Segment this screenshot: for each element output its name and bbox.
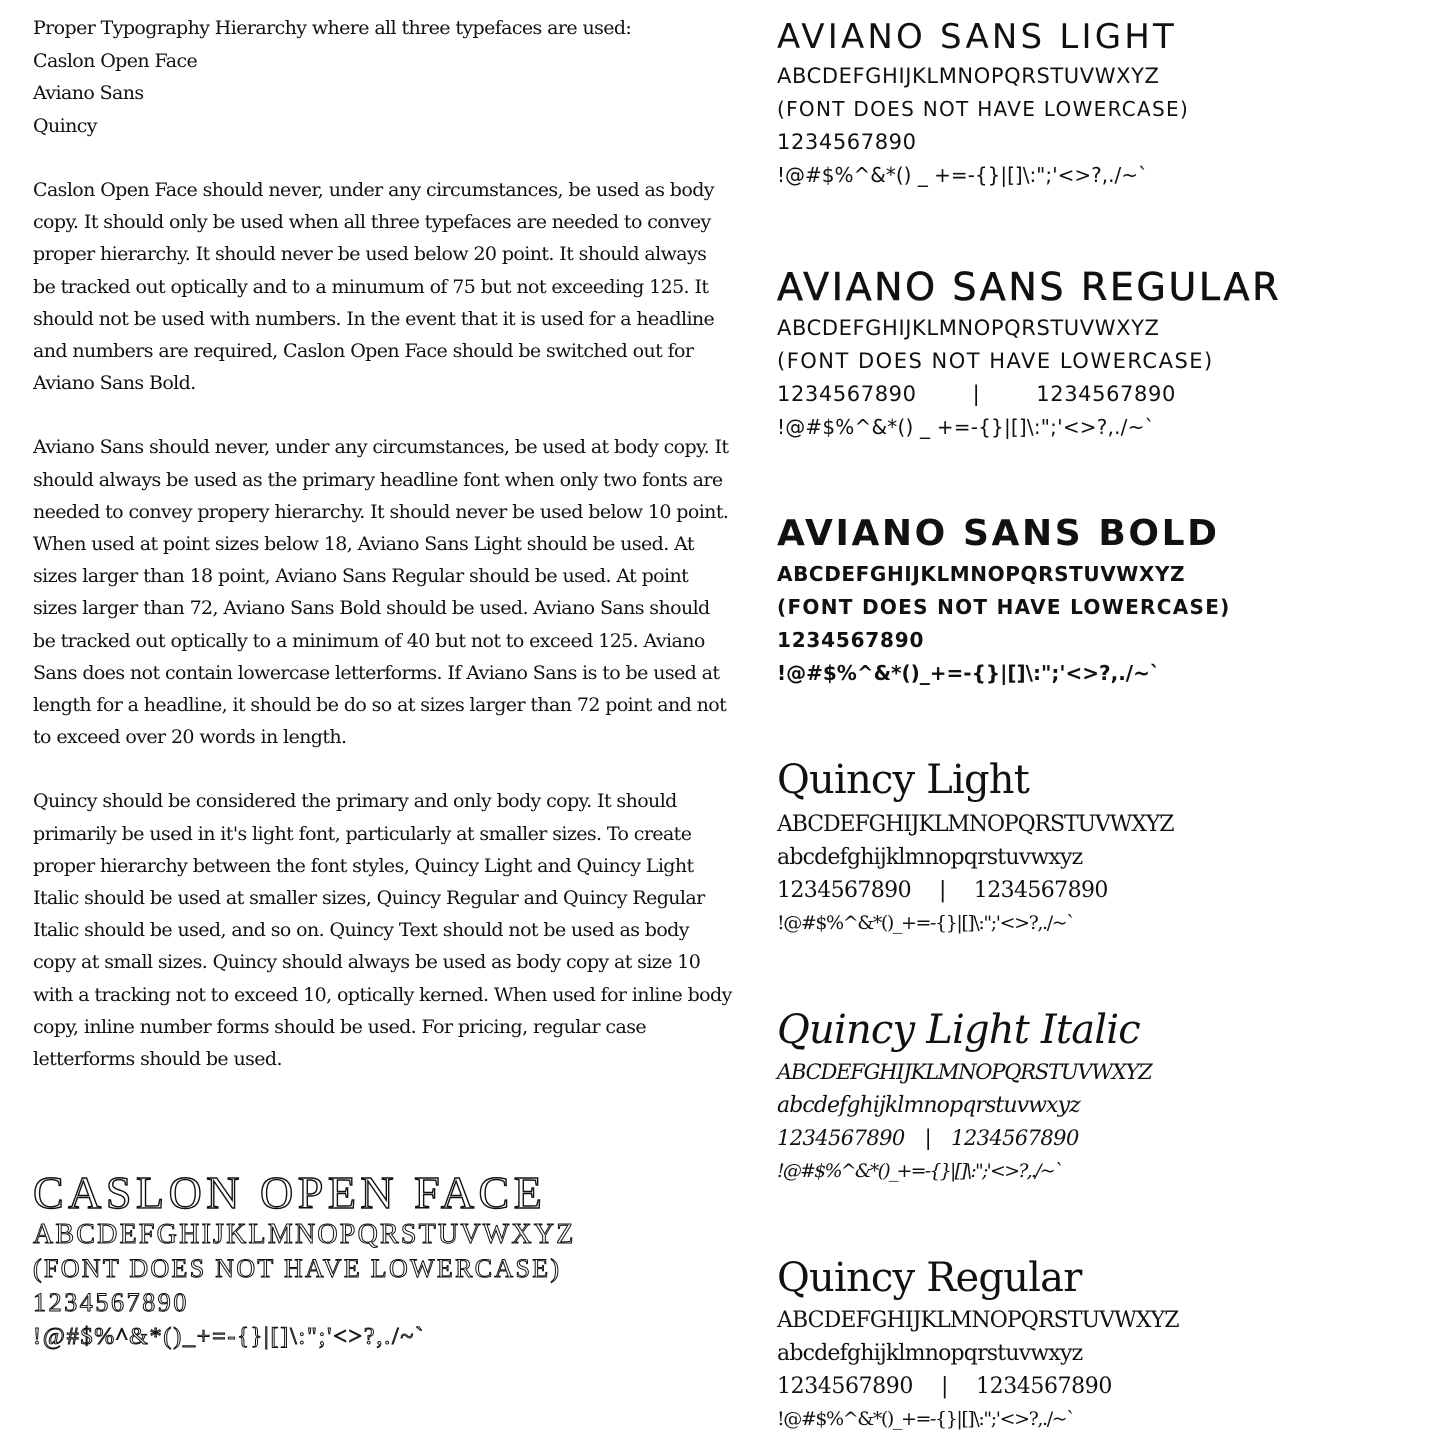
quincy-light-italic-symbols: !@#$%^&*()_+=-{}|[]\:";'<>?,./~` <box>777 1160 1062 1182</box>
quincy-guideline-paragraph: Quincy should be considered the primary and only body copy. It should primarily be used in it's light font, particularly at smaller sizes. To create proper hierarchy between the font styles, Quincy Light and Quincy Light Italic should be used at smaller sizes, Quincy Regular and Quincy Regular Italic should be used, and so on. Quincy Text should not be used as body copy at small sizes. Quincy should always be used as body copy at size 10 with a tracking not to exceed 10, optically kerned. When used for inline body copy, inline number forms should be used. For pricing, regular case letterforms should be used. <box>33 790 732 1071</box>
aviano-light-symbols: !@#$%^&*() _ +=-{}|[]\:";'<>?,./~` <box>777 163 1148 187</box>
aviano-regular-uppercase: ABCDEFGHIJKLMNOPQRSTUVWXYZ <box>777 316 1160 340</box>
aviano-regular-title: AVIANO SANS REGULAR <box>777 265 1282 309</box>
caslon-specimen <box>33 1168 733 1354</box>
quincy-light-title: Quincy Light <box>777 757 1030 803</box>
aviano-regular-numbers: 1234567890 <box>777 382 917 406</box>
aviano-regular-note: (FONT DOES NOT HAVE LOWERCASE) <box>777 349 1214 373</box>
quincy-regular-title: Quincy Regular <box>777 1255 1082 1301</box>
quincy-light-numbers-row <box>777 874 1447 907</box>
quincy-regular-symbols: !@#$%^&*()_+=-{}|[]\:";'<>?,./~` <box>777 1408 1075 1430</box>
quincy-light-lowercase: abcdefghijklmnopqrstuvwxyz <box>777 845 1083 870</box>
quincy-regular-uppercase: ABCDEFGHIJKLMNOPQRSTUVWXYZ <box>777 1308 1179 1333</box>
aviano-bold-numbers: 1234567890 <box>777 628 925 652</box>
quincy-regular-numbers: 1234567890 <box>777 1374 913 1399</box>
quincy-light-italic-lowercase: abcdefghijklmnopqrstuvwxyz <box>777 1093 1080 1118</box>
quincy-light-italic-title: Quincy Light Italic <box>777 1007 1140 1053</box>
aviano-bold-symbols: !@#$%^&*()_+=-{}|[]\:";'<>?,./~` <box>777 661 1160 685</box>
intro-font-quincy: Quincy <box>33 114 97 137</box>
quincy-light-italic-numbers: 1234567890 <box>777 1126 905 1150</box>
aviano-light-numbers: 1234567890 <box>777 130 917 154</box>
intro-font-aviano: Aviano Sans <box>33 82 144 104</box>
quincy-light-separator: | <box>938 878 946 903</box>
aviano-regular-specimen <box>777 265 1447 444</box>
aviano-regular-numbers-alt: 1234567890 <box>1036 382 1176 406</box>
caslon-uppercase: ABCDEFGHIJKLMNOPQRSTUVWXYZ <box>33 1219 576 1250</box>
aviano-light-specimen <box>777 17 1447 192</box>
aviano-light-note: (FONT DOES NOT HAVE LOWERCASE) <box>777 97 1190 121</box>
caslon-numbers: 1234567890 <box>33 1288 189 1317</box>
quincy-light-numbers-alt: 1234567890 <box>973 878 1108 903</box>
caslon-symbols: !@#$%^&*()_+=-{}|[]\:";'<>?,./~` <box>33 1324 425 1350</box>
aviano-regular-separator: | <box>972 382 981 406</box>
quincy-light-uppercase: ABCDEFGHIJKLMNOPQRSTUVWXYZ <box>777 812 1174 837</box>
quincy-light-italic-numbers-row <box>777 1122 1447 1155</box>
intro-font-caslon: Caslon Open Face <box>33 49 198 72</box>
caslon-note: (FONT DOES NOT HAVE LOWERCASE) <box>33 1254 562 1283</box>
aviano-bold-note: (FONT DOES NOT HAVE LOWERCASE) <box>777 595 1231 619</box>
quincy-light-italic-numbers-alt: 1234567890 <box>951 1126 1079 1150</box>
quincy-light-numbers: 1234567890 <box>777 878 911 903</box>
quincy-light-italic-uppercase: ABCDEFGHIJKLMNOPQRSTUVWXYZ <box>777 1060 1152 1084</box>
quincy-regular-numbers-alt: 1234567890 <box>976 1374 1112 1399</box>
aviano-light-title: AVIANO SANS LIGHT <box>777 17 1177 57</box>
quincy-light-symbols: !@#$%^&*()_+=-{}|[]\:";'<>?,./~` <box>777 912 1075 934</box>
intro-block <box>33 12 733 142</box>
quincy-light-italic-separator: | <box>924 1126 932 1150</box>
guidelines-column <box>33 12 733 1075</box>
aviano-bold-title: AVIANO SANS BOLD <box>777 513 1220 554</box>
aviano-light-uppercase: ABCDEFGHIJKLMNOPQRSTUVWXYZ <box>777 64 1160 88</box>
caslon-specimen-title: CASLON OPEN FACE <box>33 1167 547 1218</box>
quincy-regular-specimen <box>777 1255 1447 1436</box>
quincy-light-italic-specimen <box>777 1007 1447 1188</box>
caslon-guideline-paragraph: Caslon Open Face should never, under any circumstances, be used as body copy. It should only be used when all three typefaces are needed to convey proper hierarchy. It should never be used below 20 point. It should always be tracked out optically and to a minumum of 75 but not exceeding 125. It should not be used with numbers. In the event that it is used for a headline and numbers are required, Caslon Open Face should be switched out for Aviano Sans Bold. <box>33 179 715 395</box>
aviano-guideline-paragraph: Aviano Sans should never, under any circumstances, be used at body copy. It should always be used as the primary headline font when only two fonts are needed to convey propery hierarchy. It should never be used below 10 point. When used at point sizes below 18, Aviano Sans Light should be used. At sizes larger than 18 point, Aviano Sans Regular should be used. At point sizes larger than 72, Aviano Sans Bold should be used. Aviano Sans should be tracked out optically to a minimum of 40 but not to exceed 125. Aviano Sans does not contain lowercase letterforms. If Aviano Sans is to be used at length for a headline, it should be do so at sizes larger than 72 point and not to exceed over 20 words in length. <box>33 436 729 749</box>
aviano-bold-uppercase: ABCDEFGHIJKLMNOPQRSTUVWXYZ <box>777 562 1186 586</box>
quincy-regular-lowercase: abcdefghijklmnopqrstuvwxyz <box>777 1341 1083 1366</box>
quincy-regular-separator: | <box>940 1374 948 1399</box>
aviano-regular-symbols: !@#$%^&*() _ +=-{}|[]\:";'<>?,./~` <box>777 415 1155 439</box>
quincy-light-specimen <box>777 757 1447 940</box>
intro-heading: Proper Typography Hierarchy where all three typefaces are used: <box>33 17 632 39</box>
quincy-regular-numbers-row <box>777 1370 1447 1403</box>
aviano-regular-numbers-row <box>777 378 1447 411</box>
aviano-bold-specimen <box>777 513 1447 690</box>
